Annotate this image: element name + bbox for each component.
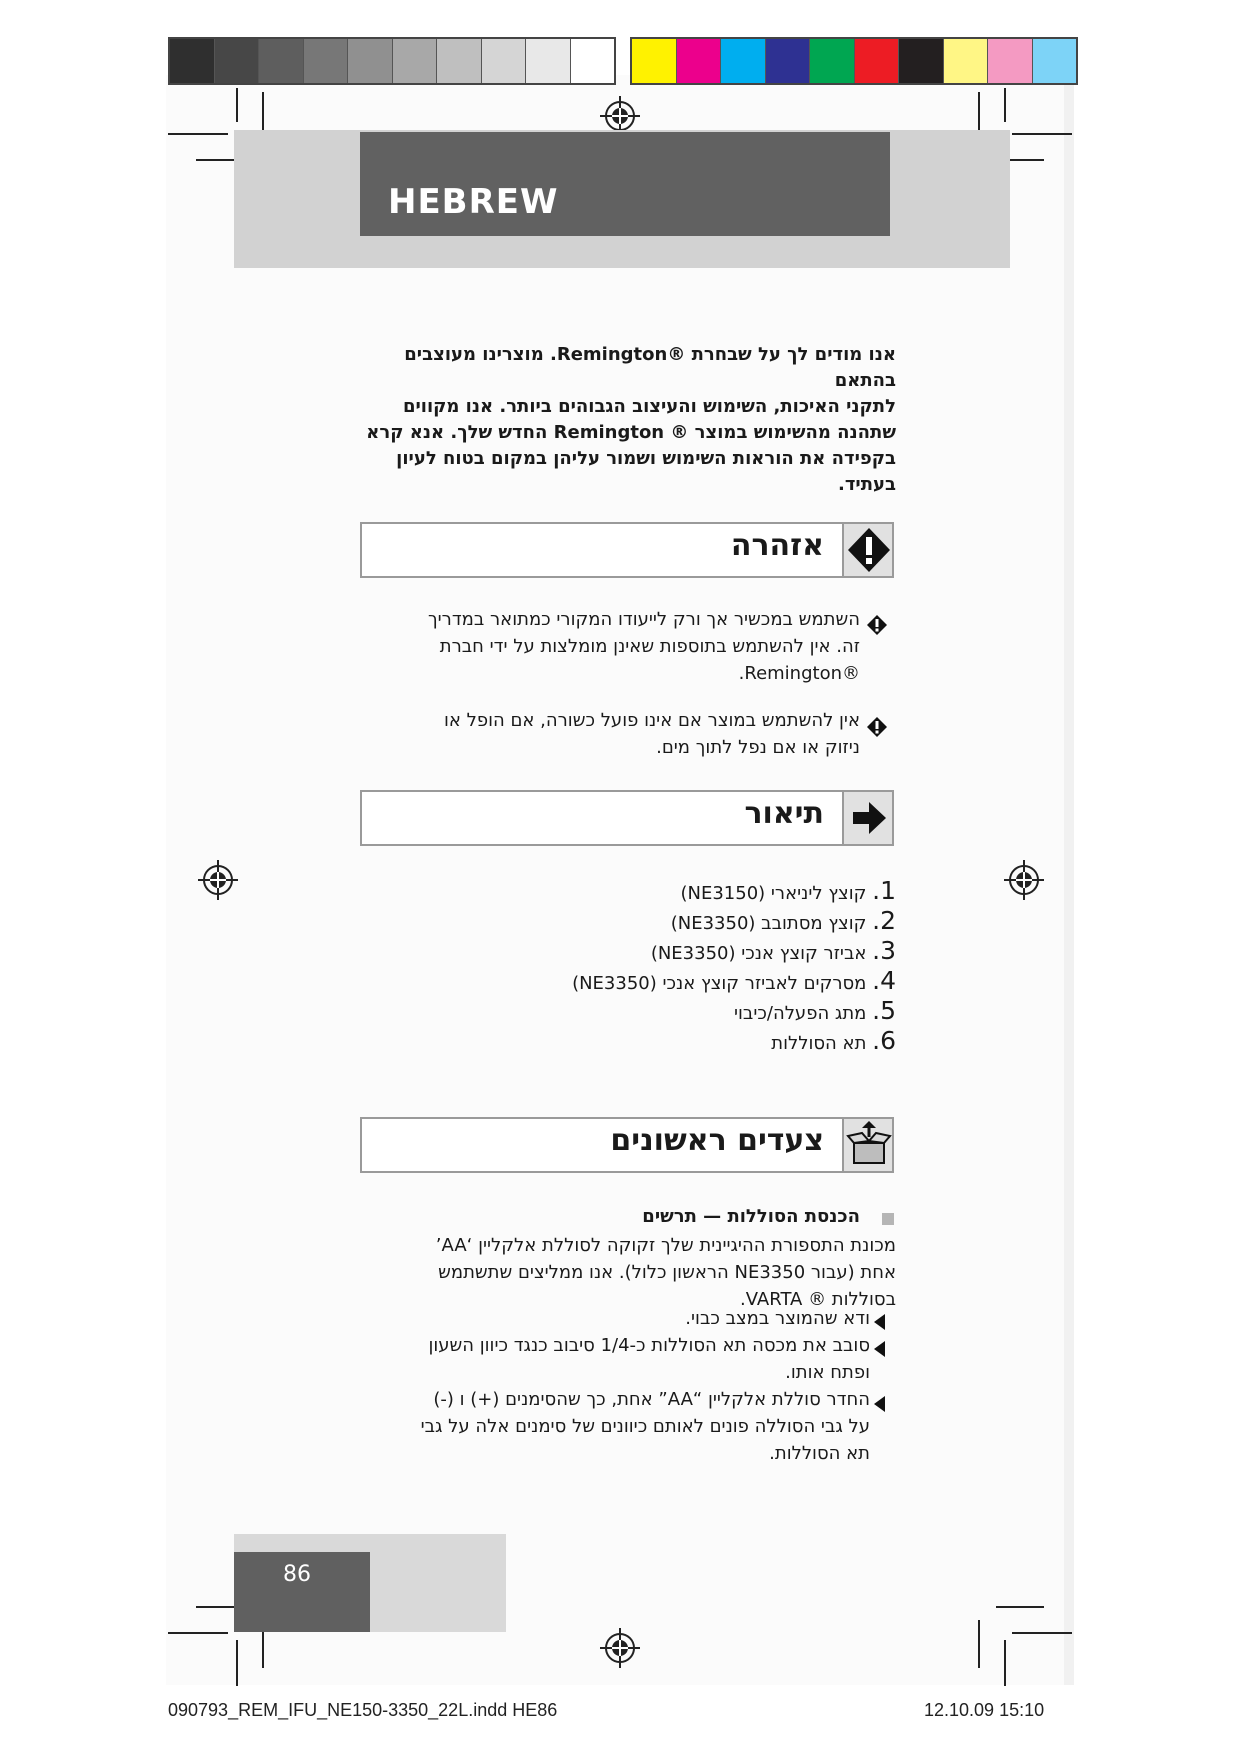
gray-swatch xyxy=(170,39,215,83)
warning-line: זה. אין להשתמש בתוספות שאינן מומלצות על ידי חברת xyxy=(439,636,860,657)
file-slug: 090793_REM_IFU_NE150-3350_22L.indd HE86 xyxy=(168,1700,558,1720)
battery-install-paragraph xyxy=(370,1232,896,1313)
color-swatch xyxy=(1033,39,1077,83)
part-label: מתג הפעלה/כיבוי xyxy=(734,1003,867,1024)
color-swatch xyxy=(988,39,1033,83)
subsection-bullet xyxy=(882,1213,894,1225)
step-arrow-icon xyxy=(874,1314,885,1330)
step-arrow-icon xyxy=(874,1396,885,1412)
intro-line: אנו מודים לך על שבחרת ®Remington. מוצרינו מעוצבים בהתאם xyxy=(404,344,896,391)
part-label: תא הסוללות xyxy=(771,1033,867,1054)
getting-started-title: צעדים ראשונים xyxy=(610,1123,824,1158)
install-step xyxy=(380,1386,870,1467)
warning-diamond-icon xyxy=(844,524,894,576)
warning-title: אזהרה xyxy=(730,528,824,563)
part-number: 2. xyxy=(872,906,896,935)
part-number: 3. xyxy=(872,936,896,965)
page-edge-strip xyxy=(1064,75,1074,1685)
part-label: אביזר קוצץ אנכי (NE3350) xyxy=(650,943,867,964)
open-box-icon xyxy=(844,1119,894,1171)
intro-paragraph xyxy=(360,342,896,498)
gray-swatch xyxy=(348,39,393,83)
intro-line: בעתיד. xyxy=(838,474,896,495)
step-arrow-icon xyxy=(874,1341,885,1357)
warning-item xyxy=(360,707,860,761)
crop-mark xyxy=(236,88,238,122)
gray-swatch xyxy=(482,39,527,83)
part-item xyxy=(500,936,896,966)
registration-mark-icon xyxy=(198,860,238,900)
language-title: HEBREW xyxy=(388,182,559,222)
color-swatch xyxy=(855,39,900,83)
warning-line: ניזוק או אם נפל לתוך מים. xyxy=(656,737,860,758)
part-label: מסרקים לאביזר קוצץ אנכי (NE3350) xyxy=(572,973,867,994)
intro-line: שתהנה מהשימוש במוצר ® Remington החדש שלך. אנא קרא xyxy=(366,422,896,443)
install-step xyxy=(380,1332,870,1386)
paragraph-line: אחת (עבור NE3350 הראשון כלול). אנו ממליצים שתשתמש xyxy=(438,1262,896,1283)
gray-swatch xyxy=(571,39,615,83)
warning-line: אין להשתמש במוצר אם אינו פועל כשורה, אם הופל או xyxy=(443,710,860,731)
getting-started-icon-cell xyxy=(842,1119,892,1171)
color-swatch xyxy=(810,39,855,83)
paragraph-line: בסוללות ® VARTA. xyxy=(740,1289,896,1310)
date-time-slug: 12.10.09 15:10 xyxy=(924,1700,1045,1720)
gray-swatch xyxy=(215,39,260,83)
step-line: ופתח אותו. xyxy=(785,1362,870,1383)
part-item xyxy=(500,1026,896,1056)
part-item xyxy=(500,996,896,1026)
part-number: 1. xyxy=(872,876,896,905)
crop-mark xyxy=(168,133,228,135)
crop-mark xyxy=(1004,88,1006,122)
crop-mark xyxy=(996,1606,1044,1608)
part-item xyxy=(500,876,896,906)
intro-line: לתקני האיכות, השימוש והעיצוב הגבוהים ביותר. אנו מקווים xyxy=(402,396,896,417)
arrow-right-icon xyxy=(844,792,894,844)
registration-mark-icon xyxy=(600,1628,640,1668)
color-swatch xyxy=(632,39,677,83)
process-color-bar xyxy=(630,37,1078,85)
step-line: תא הסוללות. xyxy=(769,1443,870,1464)
part-label: קוצץ מסתובב (NE3350) xyxy=(670,913,867,934)
parts-list xyxy=(500,876,896,1056)
battery-install-heading: הכנסת הסוללות — תרשים xyxy=(642,1206,860,1227)
part-item xyxy=(500,966,896,996)
color-swatch xyxy=(766,39,811,83)
paragraph-line: מכונת התספורת ההיגיינית שלך זקוקה לסוללת אלקליין ‘AA’ xyxy=(435,1235,896,1256)
color-swatch xyxy=(944,39,989,83)
crop-mark xyxy=(236,1640,238,1686)
warning-bullet-icon xyxy=(866,614,888,636)
warning-bullet-icon xyxy=(866,716,888,738)
part-number: 5. xyxy=(872,996,896,1025)
step-line: ודא שהמוצר במצב כבוי. xyxy=(685,1308,870,1329)
crop-mark xyxy=(168,1632,228,1634)
color-swatch xyxy=(899,39,944,83)
step-line: סובב את מכסה תא הסוללות כ-1/4 סיבוב כנגד כיוון השעון xyxy=(428,1335,870,1356)
step-line: על גבי הסוללה פונים לאותם כיוונים של סימנים אלה על גבי xyxy=(420,1416,870,1437)
warning-item xyxy=(360,606,860,687)
gray-swatch xyxy=(526,39,571,83)
warning-line: ®Remington. xyxy=(738,663,860,684)
warning-section-header xyxy=(360,522,894,578)
description-title: תיאור xyxy=(744,796,824,831)
crop-mark xyxy=(1004,1640,1006,1686)
part-number: 4. xyxy=(872,966,896,995)
color-swatch xyxy=(677,39,722,83)
part-number: 6. xyxy=(872,1026,896,1055)
registration-mark-icon xyxy=(1004,860,1044,900)
description-section-header xyxy=(360,790,894,846)
description-icon-cell xyxy=(842,792,892,844)
gray-swatch xyxy=(437,39,482,83)
warning-icon-cell xyxy=(842,524,892,576)
gray-swatch xyxy=(259,39,304,83)
gray-swatch xyxy=(304,39,349,83)
intro-line: בקפידה את הוראות השימוש ושמור עליהן במקום בטוח לעיון xyxy=(396,448,896,469)
crop-mark xyxy=(1012,133,1072,135)
step-line: החדר סוללת אלקליין “AA” אחת, כך שהסימנים (+) ו (-) xyxy=(433,1389,870,1410)
gray-swatch xyxy=(393,39,438,83)
page-number: 86 xyxy=(283,1562,311,1587)
crop-mark xyxy=(978,1620,980,1668)
part-label: קוצץ ליניארי (NE3150) xyxy=(680,883,867,904)
getting-started-section-header xyxy=(360,1117,894,1173)
color-swatch xyxy=(721,39,766,83)
grayscale-color-bar xyxy=(168,37,616,85)
part-item xyxy=(500,906,896,936)
install-step xyxy=(380,1305,870,1332)
warning-line: השתמש במכשיר אך ורק לייעודו המקורי כמתואר במדריך xyxy=(427,609,860,630)
crop-mark xyxy=(1012,1632,1072,1634)
